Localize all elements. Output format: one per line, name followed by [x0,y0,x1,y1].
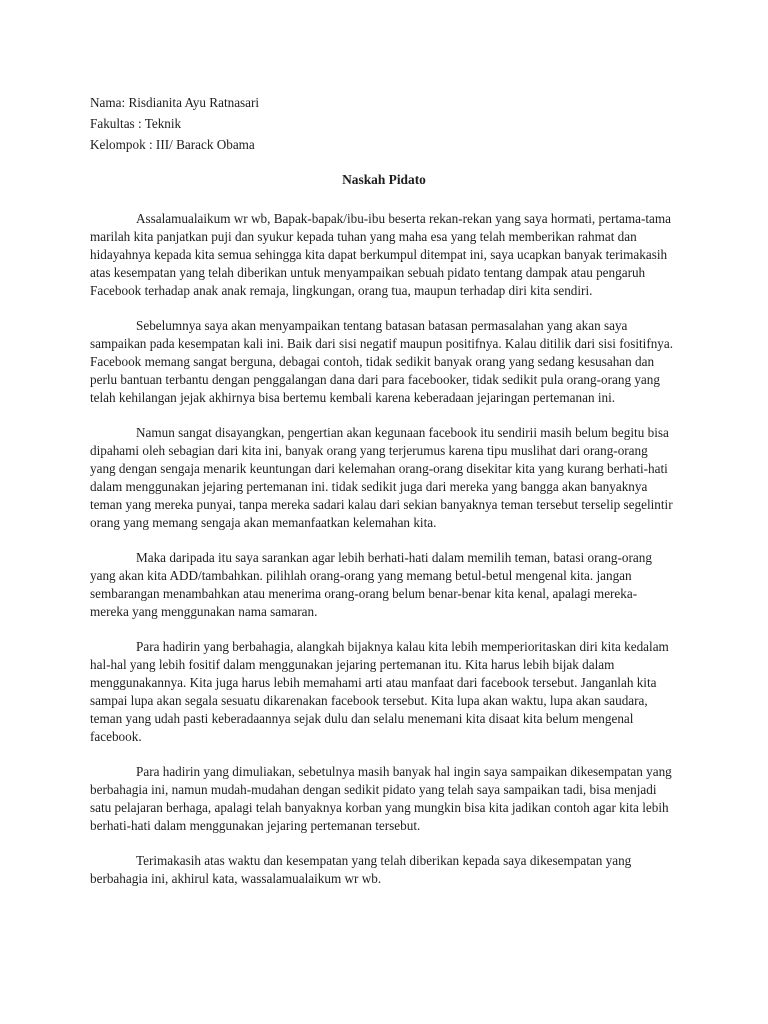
paragraph-positive-side: Sebelumnya saya akan menyampaikan tentang batasan batasan permasalahan yang akan saya sampaikan pada kesempatan kali ini. Baik dari sisi negatif maupun positifnya. Kalau ditilik dari sisi fositifnya. Facebook memang sangat berguna, debagai contoh, tidak sedikit banyak orang yang sedang kesusahan dan perlu bantuan terbantu dengan penggalangan dana dari para facebooker, tidak sedikit pula orang-orang yang telah kehilangan jejak akhirnya bisa bertemu kembali karena keberadaan jejaringan pertemanan ini. [90,318,674,405]
speech-body [90,210,674,905]
paragraph-farewell: Terimakasih atas waktu dan kesempatan yang telah diberikan kepada saya dikesempatan yang berbahagia ini, akhirul kata, wassalamualaikum wr wb. [90,853,632,886]
paragraph-advice: Maka daripada itu saya sarankan agar lebih berhati-hati dalam memilih teman, batasi orang-orang yang akan kita ADD/tambahkan. pilihlah orang-orang yang memang betul-betul mengenal kita. jangan sembarangan menambahkan atau menerima orang-orang belum benar-benar kita kenal, apalagi mereka-mereka yang menggunakan nama samaran. [90,550,652,619]
paragraph-wisdom: Para hadirin yang berbahagia, alangkah bijaknya kalau kita lebih memperioritaskan diri kita kedalam hal-hal yang lebih fositif dalam menggunakan jejaring pertemanan itu. Kita harus lebih bijak dalam menggunakannya. Kita juga harus lebih memahami arti atau manfaat dari facebook tersebut. Janganlah kita sampai lupa akan segala sesuatu dikarenakan facebook tersebut. Kita lupa akan waktu, lupa akan saudara, teman yang udah pasti keberadaannya sejak dulu dan selalu menemani kita disaat kita belum mengenal facebook. [90,639,669,744]
document-title: Naskah Pidato [342,172,426,187]
faculty-line: Fakultas : Teknik [90,116,182,131]
name-line: Nama: Risdianita Ayu Ratnasari [90,95,260,110]
group-line: Kelompok : III/ Barack Obama [90,137,255,152]
paragraph-negative-side: Namun sangat disayangkan, pengertian akan kegunaan facebook itu sendirii masih belum begitu bisa dipahami oleh sebagian dari kita ini, banyak orang yang terjerumus karena tipu muslihat dari orang-orang yang dengan sengaja menarik keuntungan dari kelemahan orang-orang disekitar kita yang kurang berhati-hati dalam menggunakan jejaring pertemanan ini. tidak sedikit juga dari mereka yang bangga akan banyaknya teman yang mereka punyai, tanpa mereka sadari kalau dari sekian banyaknya teman tersebut terselip segelintir orang yang memang sengaja akan memanfaatkan kelemahan kita. [90,425,673,530]
identity-header [90,92,259,155]
paragraph-closing-remarks: Para hadirin yang dimuliakan, sebetulnya masih banyak hal ingin saya sampaikan dikesempatan yang berbahagia ini, namun mudah-mudahan dengan sedikit pidato yang telah saya sampaikan tadi, bisa menjadi satu pelajaran berhaga, apalagi telah banyaknya korban yang mungkin bisa kita jadikan contoh agar kita lebih berhati-hati dalam menggunakan jejaring pertemanan tersebut. [90,764,672,833]
paragraph-opening: Assalamualaikum wr wb, Bapak-bapak/ibu-ibu beserta rekan-rekan yang saya hormati, pertama-tama marilah kita panjatkan puji dan syukur kepada tuhan yang maha esa yang telah memberikan rahmat dan hidayahnya kepada kita semua sehingga kita dapat berkumpul ditempat ini, saya ucapkan banyak terimakasih atas kesempatan yang telah diberikan untuk menyampaikan sebuah pidato tentang dampak atau pengaruh Facebook terhadap anak anak remaja, lingkungan, orang tua, maupun terhadap diri kita sendiri. [90,211,671,298]
